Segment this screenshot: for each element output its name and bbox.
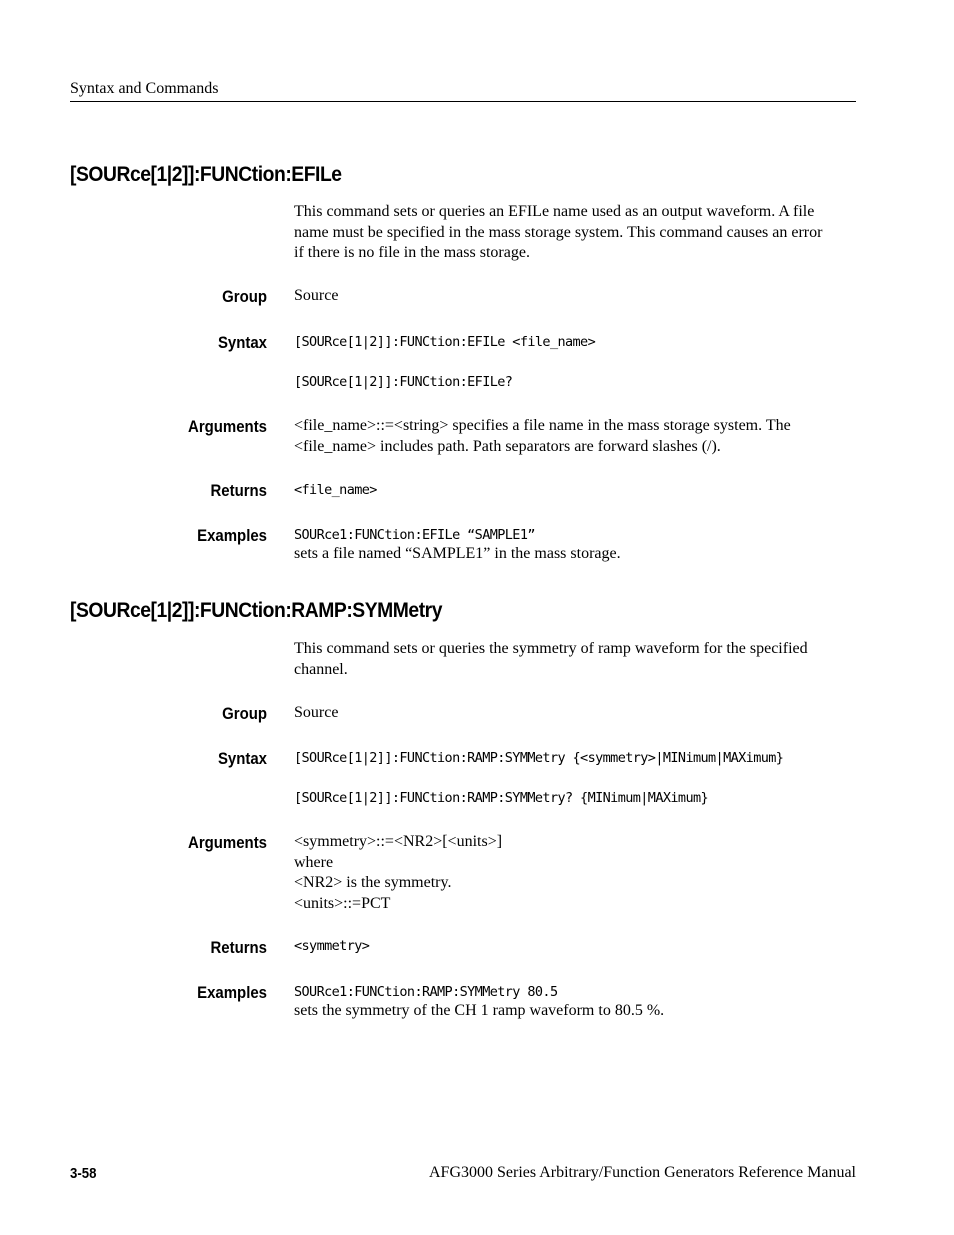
- returns-label: Returns: [210, 481, 267, 500]
- argument-line: <file_name> includes path. Path separators are forward slashes (/).: [294, 437, 721, 455]
- syntax-line: [SOURce[1|2]]:FUNCtion:RAMP:SYMMetry? {MINimum|MAXimum}: [294, 790, 709, 806]
- example-code: SOURce1:FUNCtion:EFILe “SAMPLE1”: [294, 527, 535, 543]
- description-line: This command sets or queries the symmetry of ramp waveform for the specified: [294, 640, 808, 657]
- argument-line: <NR2> is the symmetry.: [294, 874, 452, 891]
- manual-title: AFG3000 Series Arbitrary/Function Generators Reference Manual: [429, 1164, 856, 1181]
- example-description: sets the symmetry of the CH 1 ramp waveform to 80.5 %.: [294, 1002, 665, 1019]
- examples-label: Examples: [197, 983, 267, 1002]
- group-label: Group: [222, 287, 267, 306]
- running-header: Syntax and Commands: [70, 80, 219, 97]
- page-number: 3-58: [70, 1165, 97, 1182]
- argument-line: <units>::=PCT: [294, 894, 391, 912]
- group-value: Source: [294, 704, 339, 721]
- efile-arguments: [294, 416, 856, 457]
- description-line: if there is no file in the mass storage.: [294, 244, 530, 261]
- section-title-ramp-symmetry: [SOURce[1|2]]:FUNCtion:RAMP:SYMMetry: [70, 599, 443, 622]
- section-title-efile: [SOURce[1|2]]:FUNCtion:EFILe: [70, 163, 342, 186]
- returns-value: <symmetry>: [294, 938, 370, 954]
- syntax-label: Syntax: [217, 749, 267, 768]
- description-line: channel.: [294, 660, 348, 678]
- arguments-label: Arguments: [188, 417, 267, 436]
- header-rule: [70, 101, 856, 102]
- argument-line: <file_name>::=<string> specifies a file name in the mass storage system. The: [294, 417, 791, 434]
- syntax-line: [SOURce[1|2]]:FUNCtion:RAMP:SYMMetry {<symmetry>|MINimum|MAXimum}: [294, 750, 784, 766]
- description-line: name must be specified in the mass storage system. This command causes an error: [294, 223, 823, 241]
- group-label: Group: [222, 704, 267, 723]
- ramp-description: [294, 639, 856, 680]
- returns-value: <file_name>: [294, 482, 377, 498]
- example-description: sets a file named “SAMPLE1” in the mass storage.: [294, 545, 621, 562]
- examples-label: Examples: [197, 526, 267, 545]
- group-value: Source: [294, 287, 339, 304]
- syntax-line: [SOURce[1|2]]:FUNCtion:EFILe <file_name>: [294, 334, 596, 350]
- argument-line: where: [294, 853, 334, 871]
- syntax-label: Syntax: [217, 333, 267, 352]
- argument-line: <symmetry>::=<NR2>[<units>]: [294, 833, 503, 850]
- ramp-arguments: [294, 832, 856, 914]
- syntax-line: [SOURce[1|2]]:FUNCtion:EFILe?: [294, 374, 513, 390]
- arguments-label: Arguments: [188, 833, 267, 852]
- description-line: This command sets or queries an EFILe name used as an output waveform. A file: [294, 203, 815, 220]
- efile-description: [294, 202, 856, 264]
- example-code: SOURce1:FUNCtion:RAMP:SYMMetry 80.5: [294, 984, 558, 1000]
- returns-label: Returns: [210, 938, 267, 957]
